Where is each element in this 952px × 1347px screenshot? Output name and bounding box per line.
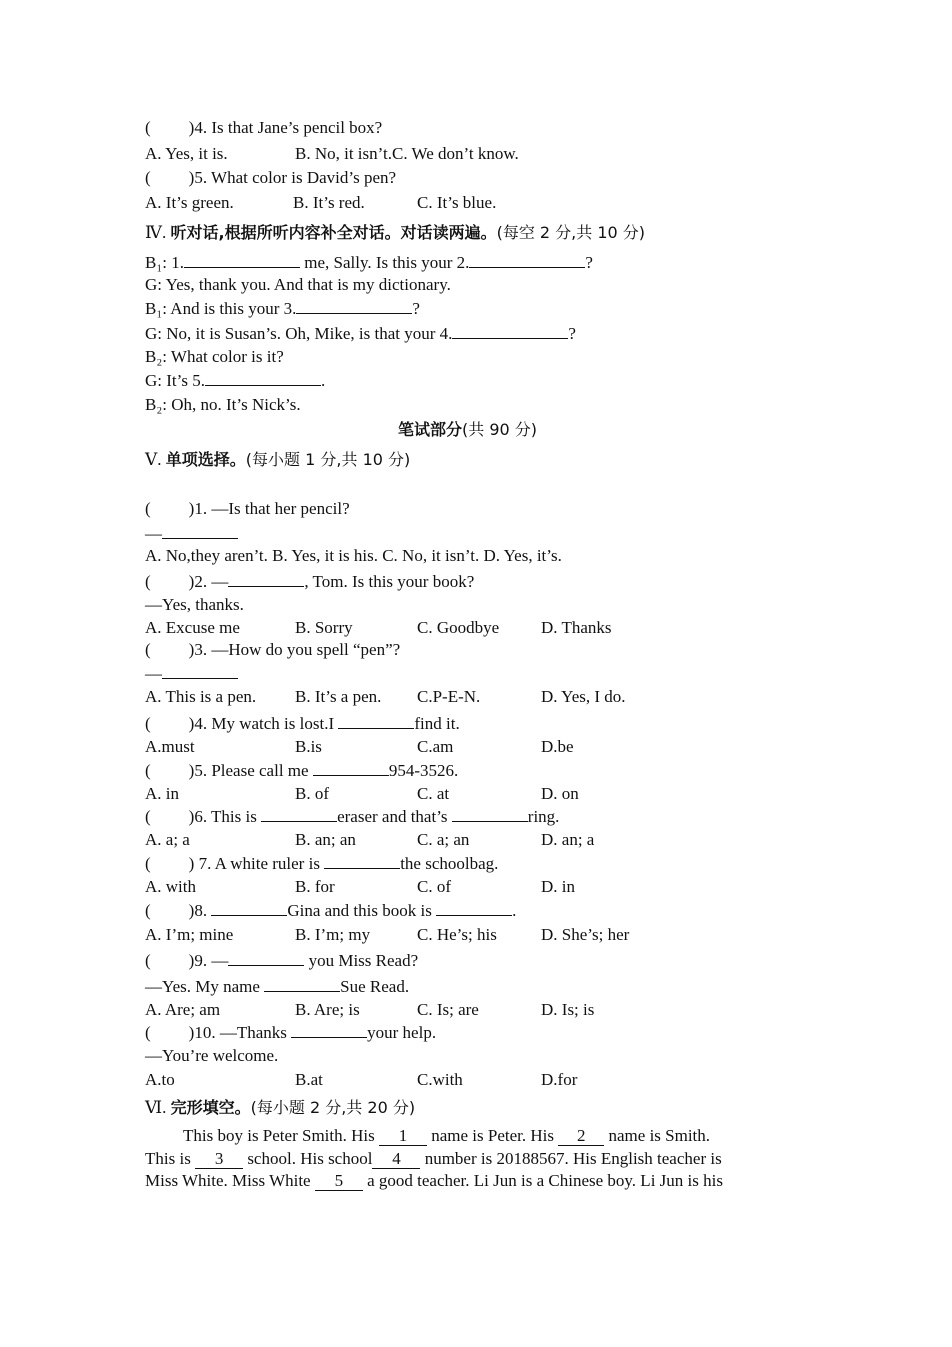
blank-4[interactable] bbox=[452, 322, 568, 339]
cloze-line-2: This is 3 school. His school 4 number is 20188567. His English teacher is bbox=[145, 1149, 722, 1168]
answer-blank[interactable] bbox=[211, 899, 287, 916]
cloze-blank-2[interactable]: 2 bbox=[558, 1127, 604, 1146]
mc-q3: ( )3. —How do you spell “pen”? bbox=[145, 640, 401, 659]
mc-q9-reply: —Yes. My name Sue Read. bbox=[145, 977, 410, 996]
answer-blank[interactable] bbox=[264, 975, 340, 992]
cloze-blank-3[interactable]: 3 bbox=[195, 1150, 243, 1169]
mc-q6-options: A. a; a B. an; an C. a; an D. an; a bbox=[145, 830, 595, 849]
dialog-line-3: B₁: And is this your 3. ? bbox=[145, 299, 420, 318]
mc-q5-options: A. in B. of C. at D. on bbox=[145, 784, 579, 803]
mc-q8-options: A. I’m; mine B. I’m; my C. He’s; his D. She’s; her bbox=[145, 925, 630, 944]
blank-1[interactable] bbox=[184, 251, 300, 268]
mc-q4-options: A.must B.is C.am D.be bbox=[145, 737, 574, 756]
dialog-line-5: B₂: What color is it? bbox=[145, 347, 284, 366]
answer-blank[interactable] bbox=[162, 522, 238, 539]
section6-heading: Ⅵ. 完形填空。(每小题 2 分,共 20 分) bbox=[145, 1098, 416, 1117]
answer-blank[interactable] bbox=[313, 759, 389, 776]
written-part-title: 笔试部分(共 90 分) bbox=[398, 420, 538, 439]
answer-blank[interactable] bbox=[324, 852, 400, 869]
mc-q4: ( )4. My watch is lost.I find it. bbox=[145, 714, 460, 733]
dialog-line-6: G: It’s 5. . bbox=[145, 371, 326, 390]
dialog-line-4: G: No, it is Susan’s. Oh, Mike, is that your 4. ? bbox=[145, 324, 576, 343]
answer-blank[interactable] bbox=[261, 805, 337, 822]
section4-heading: Ⅳ. 听对话,根据所听内容补全对话。对话读两遍。(每空 2 分,共 10 分) bbox=[145, 223, 646, 242]
cloze-blank-1[interactable]: 1 bbox=[379, 1127, 427, 1146]
mc-q1-answer: — bbox=[145, 522, 238, 544]
blank-2[interactable] bbox=[469, 251, 585, 268]
dialog-line-1: B₁: 1. me, Sally. Is this your 2. ? bbox=[145, 253, 593, 272]
mc-q9-options: A. Are; am B. Are; is C. Is; are D. Is; is bbox=[145, 1000, 595, 1019]
mc-q5: ( )5. Please call me 954-3526. bbox=[145, 761, 459, 780]
blank-3[interactable] bbox=[296, 297, 412, 314]
dialog-line-2: G: Yes, thank you. And that is my dictionary. bbox=[145, 275, 451, 294]
listening-q5-options: A. It’s green. B. It’s red. C. It’s blue. bbox=[145, 193, 497, 212]
mc-q1: ( )1. —Is that her pencil? bbox=[145, 499, 350, 518]
mc-q7-options: A. with B. for C. of D. in bbox=[145, 877, 575, 896]
listening-q4: ( )4. Is that Jane’s pencil box? bbox=[145, 118, 383, 137]
mc-q10: ( )10. —Thanks your help. bbox=[145, 1023, 437, 1042]
cloze-blank-5[interactable]: 5 bbox=[315, 1172, 363, 1191]
answer-blank[interactable] bbox=[291, 1021, 367, 1038]
answer-blank[interactable] bbox=[162, 662, 238, 679]
dialog-line-7: B₂: Oh, no. It’s Nick’s. bbox=[145, 395, 301, 414]
mc-q2: ( )2. — , Tom. Is this your book? bbox=[145, 572, 475, 591]
mc-q10-reply: —You’re welcome. bbox=[145, 1046, 279, 1065]
cloze-line-1: This boy is Peter Smith. His 1 name is Peter. His 2 name is Smith. bbox=[183, 1126, 711, 1145]
listening-q4-options: A. Yes, it is. B. No, it isn’t.C. We don’t know. bbox=[145, 144, 519, 163]
mc-q1-options: A. No,they aren’t. B. Yes, it is his. C. No, it isn’t. D. Yes, it’s. bbox=[145, 546, 562, 565]
cloze-line-3: Miss White. Miss White 5 a good teacher. Li Jun is a Chinese boy. Li Jun is his bbox=[145, 1171, 723, 1190]
mc-q2-options: A. Excuse me B. Sorry C. Goodbye D. Thanks bbox=[145, 618, 612, 637]
mc-q6: ( )6. This is eraser and that’s ring. bbox=[145, 807, 560, 826]
cloze-blank-4[interactable]: 4 bbox=[372, 1150, 420, 1169]
mc-q8: ( )8. Gina and this book is . bbox=[145, 901, 517, 920]
mc-q7: ( ) 7. A white ruler is the schoolbag. bbox=[145, 854, 499, 873]
answer-blank[interactable] bbox=[452, 805, 528, 822]
listening-q5: ( )5. What color is David’s pen? bbox=[145, 168, 397, 187]
mc-q2-reply: —Yes, thanks. bbox=[145, 595, 244, 614]
blank-5[interactable] bbox=[205, 369, 321, 386]
answer-blank[interactable] bbox=[338, 712, 414, 729]
answer-blank[interactable] bbox=[436, 899, 512, 916]
answer-blank[interactable] bbox=[228, 949, 304, 966]
mc-q3-answer: — bbox=[145, 662, 238, 684]
section5-heading: Ⅴ. 单项选择。(每小题 1 分,共 10 分) bbox=[145, 450, 411, 469]
mc-q3-options: A. This is a pen. B. It’s a pen. C.P-E-N. D. Yes, I do. bbox=[145, 687, 626, 706]
answer-blank[interactable] bbox=[228, 570, 304, 587]
mc-q9: ( )9. — you Miss Read? bbox=[145, 951, 419, 970]
mc-q10-options: A.to B.at C.with D.for bbox=[145, 1070, 578, 1089]
